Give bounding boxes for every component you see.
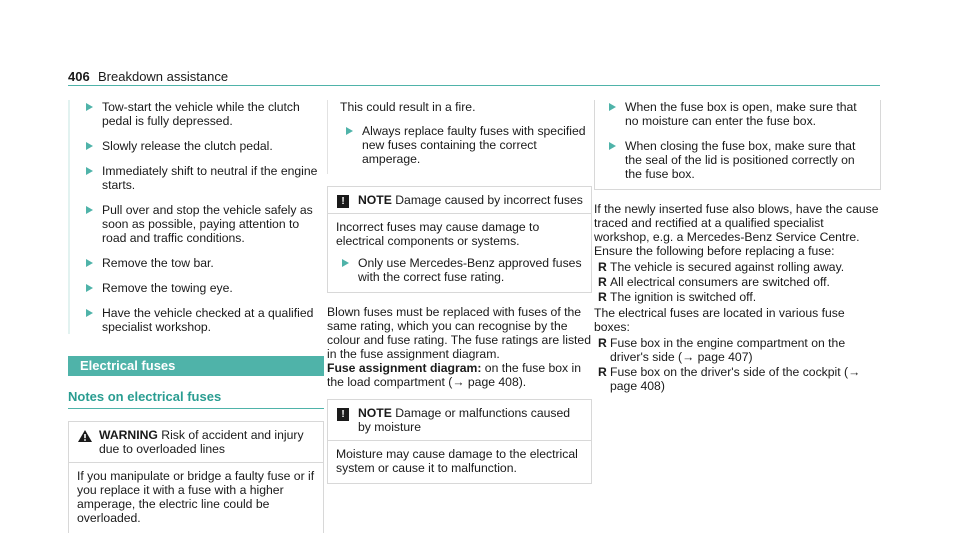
fuse-rating-paragraph: Blown fuses must be replaced with fuses of the same rating, which you can recognise by the colour and fuse rating. The fuse ratings are listed in the fuse assignment diagram. — [327, 305, 591, 361]
bullet-icon: R — [598, 290, 607, 304]
note-body: Incorrect fuses may cause damage to electrical components or systems. Only use Mercedes-Benz approved fuses with the correct fuse rating. — [336, 220, 582, 284]
page-number: 406 — [68, 69, 90, 84]
page-header — [68, 70, 880, 86]
step-item: Slowly release the clutch pedal. — [80, 139, 324, 153]
column-middle — [327, 100, 592, 484]
list-item: R Fuse box in the engine compartment on the driver's side (→ page 407) — [598, 336, 846, 364]
section-title: Electrical fuses — [68, 356, 324, 376]
fuse-box-list — [594, 336, 881, 393]
list-item: R Fuse box on the driver's side of the cockpit (→ page 408) — [598, 365, 861, 393]
column-right — [594, 100, 881, 394]
note-body: Moisture may cause damage to the electrical system or cause it to malfunction. — [336, 447, 578, 475]
tow-start-steps — [68, 100, 324, 334]
bullet-icon: R — [598, 275, 607, 289]
step-arrow-icon — [86, 206, 93, 214]
note-label: NOTE — [358, 193, 392, 207]
warning-label: WARNING — [99, 428, 158, 442]
prerequisites-list — [594, 260, 881, 304]
step-item: Pull over and stop the vehicle safely as soon as possible, paying attention to road and traffic conditions. — [80, 203, 324, 245]
warning-continued-text: This could result in a fire. — [340, 100, 476, 114]
step-arrow-icon — [609, 103, 616, 111]
step-item: Only use Mercedes-Benz approved fuses with the correct fuse rating. — [336, 256, 583, 284]
step-item: Have the vehicle checked at a qualified specialist workshop. — [80, 306, 324, 334]
list-item: R The vehicle is secured against rolling away. — [598, 260, 845, 274]
step-item: When the fuse box is open, make sure that no moisture can enter the fuse box. — [603, 100, 872, 128]
note-header — [328, 187, 591, 214]
note-heading: Damage or malfunctions caused by moisture — [358, 406, 571, 434]
before-replacing-paragraph: Ensure the following before replacing a fuse: — [594, 244, 835, 258]
warning-continuation — [327, 100, 592, 174]
warning-heading: Risk of accident and injury due to overloaded lines — [99, 428, 304, 456]
warning-icon — [78, 430, 92, 442]
bullet-icon: R — [598, 260, 607, 274]
fuse-diagram-paragraph: Fuse assignment diagram: on the fuse box in the load compartment (→ page 408). — [327, 361, 582, 389]
step-arrow-icon — [346, 127, 353, 135]
step-item: Tow-start the vehicle while the clutch pedal is fully depressed. — [80, 100, 324, 128]
bullet-icon: R — [598, 336, 607, 350]
note-icon: ! — [337, 408, 349, 421]
list-item: R All electrical consumers are switched off. — [598, 275, 830, 289]
step-arrow-icon — [86, 142, 93, 150]
warning-body: If you manipulate or bridge a faulty fuse or if you replace it with a fuse with a higher amperage, the electric line could be overloaded. — [77, 469, 315, 525]
step-arrow-icon — [86, 259, 93, 267]
step-arrow-icon — [342, 259, 349, 267]
note-label: NOTE — [358, 406, 392, 420]
step-arrow-icon — [609, 142, 616, 150]
note-box-fuses — [327, 186, 592, 293]
step-arrow-icon — [86, 284, 93, 292]
step-item: Remove the tow bar. — [80, 256, 324, 270]
step-item: Remove the towing eye. — [80, 281, 324, 295]
warning-header — [69, 422, 323, 463]
note-heading: Damage caused by incorrect fuses — [395, 193, 583, 207]
bullet-icon: R — [598, 365, 607, 379]
step-arrow-icon — [86, 167, 93, 175]
fuse-box-location-paragraph: The electrical fuses are located in various fuse boxes: — [594, 306, 845, 334]
page-title: Breakdown assistance — [98, 69, 229, 84]
list-item: R The ignition is switched off. — [598, 290, 757, 304]
note-header — [328, 400, 591, 441]
warning-box — [68, 421, 324, 533]
column-left — [68, 100, 324, 533]
fuse-blows-paragraph: If the newly inserted fuse also blows, have the cause traced and rectified at a qualified specialist workshop, e.g. a Mercedes-Benz Service Centre. — [594, 202, 879, 244]
note-icon: ! — [337, 195, 349, 208]
step-item: Immediately shift to neutral if the engine starts. — [80, 164, 324, 192]
step-arrow-icon — [86, 309, 93, 317]
step-item: Always replace faulty fuses with specified new fuses containing the correct amperage. — [340, 124, 592, 174]
note-box-moisture — [327, 399, 592, 484]
subsection-title: Notes on electrical fuses — [68, 390, 324, 409]
step-arrow-icon — [86, 103, 93, 111]
step-item: When closing the fuse box, make sure that the seal of the lid is positioned correctly on the fuse box. — [603, 139, 872, 181]
note-continuation-box — [594, 100, 881, 190]
